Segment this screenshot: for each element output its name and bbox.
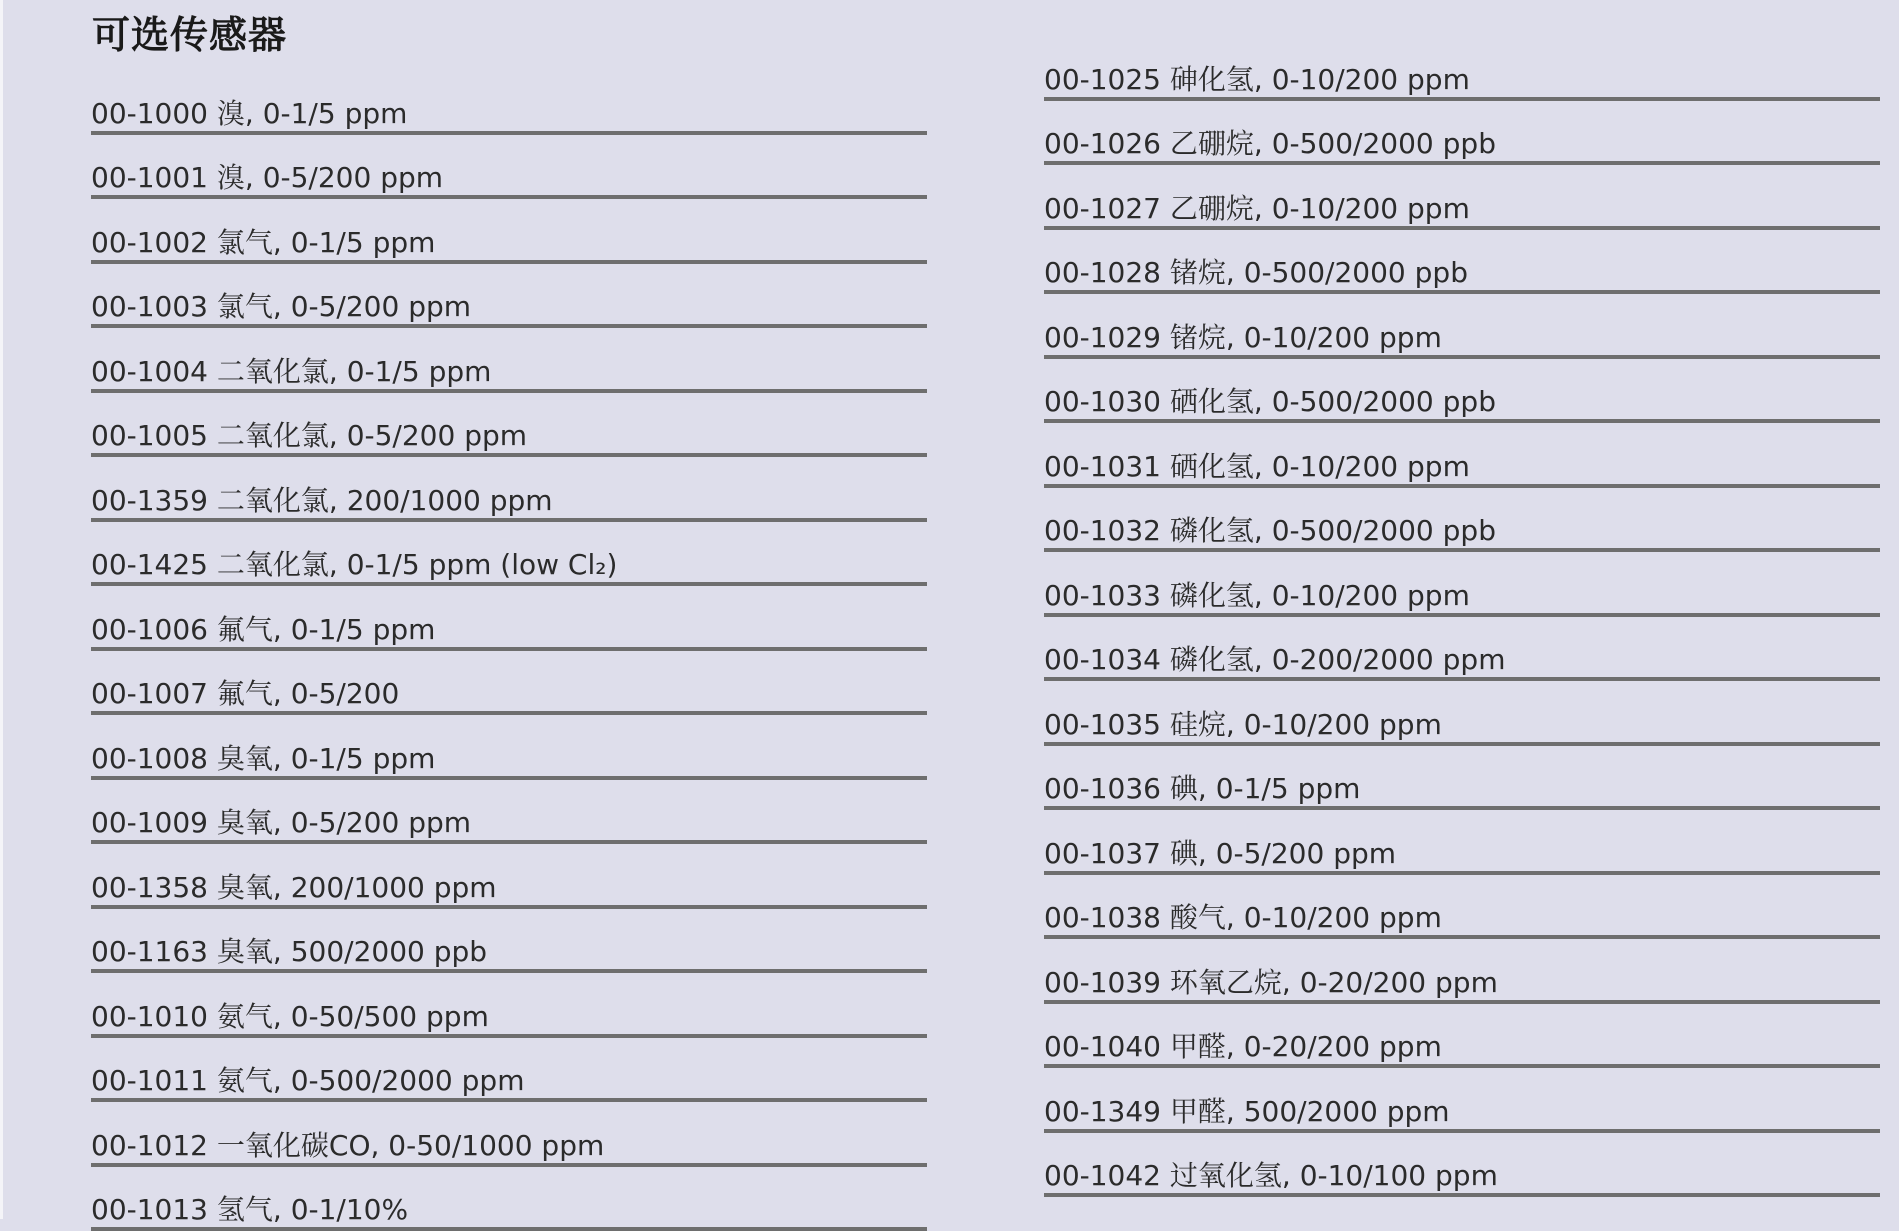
sensor-label: 00-1032 磷化氢, 0-500/2000 ppb — [1044, 515, 1880, 547]
sensor-row — [91, 393, 927, 458]
sensor-row — [91, 199, 927, 264]
row-divider — [91, 453, 927, 457]
row-divider — [91, 1034, 927, 1038]
sensor-label: 00-1031 硒化氢, 0-10/200 ppm — [1044, 451, 1880, 483]
sensor-label: 00-1028 锗烷, 0-500/2000 ppb — [1044, 257, 1880, 289]
sensor-row — [91, 973, 927, 1038]
sensor-label: 00-1033 磷化氢, 0-10/200 ppm — [1044, 580, 1880, 612]
row-divider — [1044, 419, 1880, 423]
sensor-row — [1044, 681, 1880, 746]
sensor-row — [91, 780, 927, 845]
sensor-label: 00-1006 氟气, 0-1/5 ppm — [91, 614, 927, 646]
sensor-label: 00-1038 酸气, 0-10/200 ppm — [1044, 902, 1880, 934]
sensor-row — [1044, 359, 1880, 424]
sensor-row — [1044, 875, 1880, 940]
sensor-row — [1044, 36, 1880, 101]
sensor-row — [1044, 1004, 1880, 1069]
row-divider — [1044, 290, 1880, 294]
sensor-label: 00-1037 碘, 0-5/200 ppm — [1044, 838, 1880, 870]
row-divider — [1044, 161, 1880, 165]
sensor-row — [91, 1102, 927, 1167]
sensor-label: 00-1012 一氧化碳CO, 0-50/1000 ppm — [91, 1130, 927, 1162]
row-divider — [91, 1163, 927, 1167]
page-left-edge — [0, 0, 3, 1219]
sensor-label: 00-1358 臭氧, 200/1000 ppm — [91, 872, 927, 904]
sensor-row — [1044, 101, 1880, 166]
row-divider — [1044, 871, 1880, 875]
row-divider — [91, 195, 927, 199]
row-divider — [1044, 97, 1880, 101]
sensor-list-right — [1044, 36, 1880, 1197]
sensor-row — [91, 909, 927, 974]
sensor-label: 00-1009 臭氧, 0-5/200 ppm — [91, 807, 927, 839]
sensor-label: 00-1359 二氧化氯, 200/1000 ppm — [91, 485, 927, 517]
sensor-row — [1044, 746, 1880, 811]
sensor-label: 00-1010 氨气, 0-50/500 ppm — [91, 1001, 927, 1033]
row-divider — [91, 131, 927, 135]
sensor-label: 00-1013 氢气, 0-1/10% — [91, 1194, 927, 1226]
sensor-label: 00-1000 溴, 0-1/5 ppm — [91, 98, 927, 130]
sensor-label: 00-1040 甲醛, 0-20/200 ppm — [1044, 1031, 1880, 1063]
row-divider — [1044, 806, 1880, 810]
sensor-row — [1044, 1068, 1880, 1133]
sensor-list-left — [91, 70, 927, 1231]
row-divider — [91, 840, 927, 844]
sensor-label: 00-1034 磷化氢, 0-200/2000 ppm — [1044, 644, 1880, 676]
row-divider — [91, 1227, 927, 1231]
sensor-row — [1044, 552, 1880, 617]
sensor-row — [91, 715, 927, 780]
sensor-row — [91, 328, 927, 393]
sensor-row — [1044, 423, 1880, 488]
sensor-label: 00-1039 环氧乙烷, 0-20/200 ppm — [1044, 967, 1880, 999]
sensor-row — [91, 522, 927, 587]
row-divider — [91, 905, 927, 909]
sensor-label: 00-1036 碘, 0-1/5 ppm — [1044, 773, 1880, 805]
sensor-row — [91, 844, 927, 909]
row-divider — [91, 969, 927, 973]
sensor-row — [1044, 294, 1880, 359]
row-divider — [91, 711, 927, 715]
sensor-row — [1044, 617, 1880, 682]
sensor-row — [91, 1167, 927, 1231]
sensor-row — [1044, 165, 1880, 230]
sensor-label: 00-1007 氟气, 0-5/200 — [91, 678, 927, 710]
row-divider — [1044, 484, 1880, 488]
sensor-row — [1044, 1133, 1880, 1198]
sensor-row — [91, 457, 927, 522]
row-divider — [1044, 226, 1880, 230]
sensor-label: 00-1030 硒化氢, 0-500/2000 ppb — [1044, 386, 1880, 418]
sensor-row — [91, 135, 927, 200]
row-divider — [91, 324, 927, 328]
sensor-label: 00-1042 过氧化氢, 0-10/100 ppm — [1044, 1160, 1880, 1192]
page-title: 可选传感器 — [92, 4, 287, 59]
sensor-label: 00-1035 硅烷, 0-10/200 ppm — [1044, 709, 1880, 741]
sensor-label: 00-1163 臭氧, 500/2000 ppb — [91, 936, 927, 968]
row-divider — [1044, 742, 1880, 746]
sensor-row — [91, 651, 927, 716]
row-divider — [91, 582, 927, 586]
sensor-row — [1044, 810, 1880, 875]
sensor-label: 00-1025 砷化氢, 0-10/200 ppm — [1044, 64, 1880, 96]
sensor-row — [1044, 939, 1880, 1004]
row-divider — [1044, 355, 1880, 359]
sensor-label: 00-1026 乙硼烷, 0-500/2000 ppb — [1044, 128, 1880, 160]
sensor-label: 00-1029 锗烷, 0-10/200 ppm — [1044, 322, 1880, 354]
row-divider — [1044, 1129, 1880, 1133]
sensor-label: 00-1027 乙硼烷, 0-10/200 ppm — [1044, 193, 1880, 225]
row-divider — [1044, 1193, 1880, 1197]
row-divider — [91, 647, 927, 651]
row-divider — [1044, 613, 1880, 617]
row-divider — [1044, 1064, 1880, 1068]
row-divider — [91, 1098, 927, 1102]
sensor-row — [91, 1038, 927, 1103]
row-divider — [91, 776, 927, 780]
row-divider — [91, 389, 927, 393]
sensor-label: 00-1008 臭氧, 0-1/5 ppm — [91, 743, 927, 775]
row-divider — [1044, 935, 1880, 939]
sensor-label: 00-1003 氯气, 0-5/200 ppm — [91, 291, 927, 323]
sensor-label: 00-1002 氯气, 0-1/5 ppm — [91, 227, 927, 259]
row-divider — [1044, 548, 1880, 552]
row-divider — [1044, 677, 1880, 681]
row-divider — [91, 260, 927, 264]
sensor-label: 00-1005 二氧化氯, 0-5/200 ppm — [91, 420, 927, 452]
sensor-row — [91, 70, 927, 135]
sensor-row — [91, 264, 927, 329]
sensor-row — [1044, 230, 1880, 295]
sensor-label: 00-1349 甲醛, 500/2000 ppm — [1044, 1096, 1880, 1128]
sensor-label: 00-1011 氨气, 0-500/2000 ppm — [91, 1065, 927, 1097]
sensor-label: 00-1004 二氧化氯, 0-1/5 ppm — [91, 356, 927, 388]
sensor-row — [1044, 488, 1880, 553]
sensor-label: 00-1001 溴, 0-5/200 ppm — [91, 162, 927, 194]
row-divider — [1044, 1000, 1880, 1004]
sensor-label: 00-1425 二氧化氯, 0-1/5 ppm (low Cl₂) — [91, 549, 927, 581]
sensor-row — [91, 586, 927, 651]
row-divider — [91, 518, 927, 522]
